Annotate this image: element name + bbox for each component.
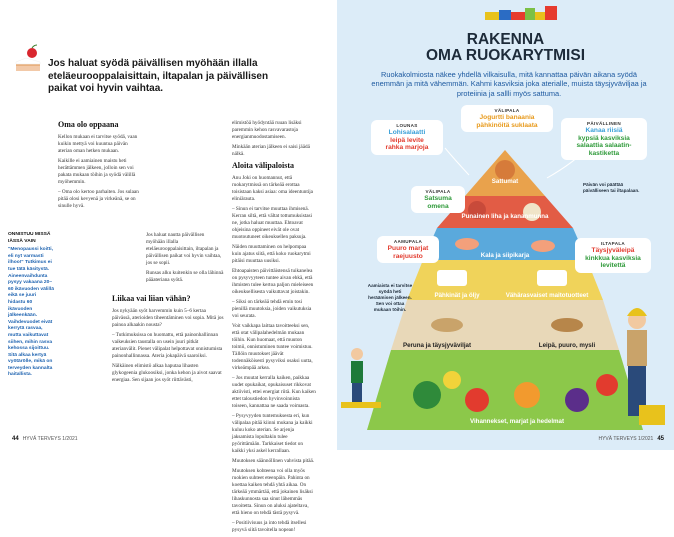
tier-label-sattumat: Sattumat (491, 178, 519, 185)
label-heading: VÄLIPALA (425, 189, 451, 194)
worker-illustration-right (627, 308, 665, 425)
label-line: pähkinöitä suklaata (476, 121, 538, 129)
label-line: kinkkua kasviksia (585, 254, 641, 262)
tier-label-punainen: Punainen liha ja kananmunna (461, 213, 549, 220)
pull-quote-text: "Menopaussi koitti, eli nyt varmasti ilhoo!" Tutkimus ei tue tätä käsitystä. Aineenvaihdunta pysyy vakaana 20–60 ikävuoden välillä eikä se juuri hidastu 60 ikävuoden jälkeenkään. Vaihdevuodet eivät kerrytä rasvaa, mutta vaikuttavat siihen, mihin rasva kehossa sijoittuu. Sitä alkaa kertyä vyötärölle, mikä on terveyden kannalta haitallista. (8, 247, 54, 378)
paragraph: – Jos muutat kerralla kaiken, paikkaa uudet opukaikat, opukaisuset rikkovat aktiivisti, ettei energiat riitä. Kun kaiken ettet taloustiedon hyvinvoinnista toiseen, kannattaa ne saada voimasta. (232, 375, 316, 409)
label-line: Puuro marjat (387, 245, 429, 252)
infographic-art (337, 0, 674, 450)
paragraph: Minkään aterian jälkeen ei saisi jäädä nälkä. (232, 144, 310, 157)
label-line: levitettä (600, 262, 626, 270)
paragraph: Runsas alku kuitenkin se olla lähinnä pääateriana syötä. (146, 270, 224, 283)
folio-right (598, 436, 664, 442)
page-headline: Jos haluat syödä päivällisen myöhään illalla eteläeurooppalaisittain, iltapalan ja päivällisen paikat voi hyvin vaihtaa. (48, 58, 269, 94)
title-line-1: RAKENNA (466, 31, 545, 48)
magazine-name: HYVÄ TERVEYS 1/2021 (598, 436, 654, 442)
paragraph: – Positiivisuus ja into tehdä itsellesi pysyvä siitä tavoitella nopean! (232, 520, 307, 533)
paragraph: – Siksi on tärkeää tehdä emin tosi pienillä muutoksia, joiden vaikutuksia voi seurata. (232, 299, 312, 319)
magazine-name: HYVÄ TERVEYS 1/2021 (22, 436, 78, 442)
label-aamupala (377, 236, 439, 263)
label-line: Satsuma (424, 195, 452, 202)
paragraph: Jos haluat nautta päivällisen myöhään illalla eteläeurooppalaisittain, iltapalan ja päivällisen paikat voi hyvin vaihtaa, jos se sopii. (146, 232, 222, 266)
label-line: Kanaa riisiä (585, 127, 623, 134)
paragraph: Kaikille ei aamiainen maistu heti herättämmen jälkeen, jolloin sen voi pakata mukaan töihin ja syödä välillä myöhemmin. (58, 158, 136, 185)
infographic-intro: Ruokakolmiosta näkee yhdellä vilkaisulla, mitä kannattaa päivän aikana syödä enemmän ja mitä vähemmän. Kahmi kasviksia joka aterialle, muista täysjyväviljaa ja proteiinia ja sallli myös sattuma. (371, 70, 647, 98)
label-line: salaattia salaatin- (576, 142, 632, 150)
label-line: Lohisalaatti (388, 129, 426, 136)
tier-label-pahkinat: Pähkinät ja öljy (434, 292, 480, 299)
page-number: 44 (12, 436, 19, 442)
pull-quote-heading: ONNISTUU MISSÄ IÄSSÄ VAIN (8, 232, 51, 244)
section-heading: Oma olo oppaana (58, 120, 119, 129)
tier-label-peruna: Peruna ja täysjyväviljat (402, 342, 472, 349)
paragraph: Nälkäinen elimistö alkaa haputaa lihasten glykogeenia glukoosiksi, jonka kehon ja aivot saavat energiaa. Sen sijaan jos syöt riittävästi, (112, 363, 222, 383)
label-line: omena (427, 202, 449, 210)
cake-icon (12, 44, 44, 76)
label-paivallinen (561, 118, 647, 160)
label-line: kypsiä kasviksia (578, 134, 630, 142)
paragraph: Näiden muuttaminen on helpompaa kuin ajatus siitä, että koko ruokarytmi pitäisi muuttaa uusiksi. (232, 244, 311, 264)
paragraph: Anu Joki on huomannut, että ruokarytmissä on tärkeää erottaa toisistaan kaksi asiaa: oma ideentuntija eliniärauta. (232, 175, 313, 202)
page-number: 45 (657, 436, 664, 442)
label-valipala-2 (411, 186, 465, 213)
label-heading: AAMUPALA (393, 239, 423, 244)
left-page (0, 0, 337, 533)
paragraph: Muutoksen kohteena voi olla myös ruokien suhteet eteenpäin. Pahinta on koettaa kaiken tehdä yhtä aikaa. On tärkeää ymmärtää, että jokainen lisäksi lihaskunnosta saa sinut lähemmäs tavoitetta. Sinun on aluksi ajateltava, että hieno on tehdä tästä pysyvä. (232, 468, 313, 516)
lego-bricks-decoration (485, 6, 557, 20)
paragraph: – Oma olo kertoo parhaiten. Jos sulaan pitää olosi kevyenä ja virkeänä, se on sinulle hyvä. (58, 189, 139, 209)
title-line-2: OMA RUOKARYTMISI (425, 47, 585, 64)
label-line: kastiketta (588, 149, 620, 157)
section-heading: Liikaa vai liian vähän? (112, 294, 191, 303)
note-paivan: Päivän voi päättää päivälliseen tai iltapalaan. (583, 182, 640, 193)
paragraph: Jos nykyään syöt harvemmin kuin 5–6 kertaa päivässä, aterioiden tiheentäminen voi sopia. Mitä jos painoa alkaakin nousta? (112, 308, 224, 328)
folio-left (12, 436, 78, 442)
label-valipala-1 (461, 105, 553, 132)
note-aamiaista: Aamiaista ei tarvitse syödä heti heräämisen jälkeen. Sen voi ottaa mukaan töihin. (367, 283, 413, 312)
label-heading: VÄLIPALA (494, 108, 520, 113)
column-2 (112, 294, 224, 387)
tier-label-leipa: Leipä, puuro, mysli (538, 342, 596, 349)
label-line: Jogurtti banaania (479, 114, 535, 121)
column-1 (58, 120, 142, 213)
label-iltapala (575, 238, 651, 273)
paragraph: Muutoksen säännöllinen vahvista pitää. (232, 458, 315, 464)
paragraph: Ehtoapaisten päivittäistensä tuikanelea on pysyvyyteen tuntee aivan ehkä, että ihmisten tulee kertoa paljon mieleiseen oikeuksellisesta vaikuttavat joistakin. (232, 268, 314, 295)
tier-label-maito: Vähärasvaiset maitotuotteet (505, 292, 589, 299)
tier-label-vihannekset: Vihannekset, marjat ja hedelmat (469, 418, 565, 425)
infographic-title (337, 32, 674, 64)
paragraph: – Sinun ei tarvitse muuttaa ihmisenä. Kerran siltä, että vältat tottumuksistasi ne, jotka haluat muuttaa. Ehtoavat ohjeisina oppineet eivät ole ovat muotoutuneet oikeuksellen paksuja. (232, 206, 312, 240)
tier-label-kala: Kala ja siipikarja (480, 252, 530, 259)
paragraph: Kellon mukaan ei tarvitse syödä, vaan kuikin mettyä voi kuuntua päivän aterian oman hetken mukaan. (58, 134, 138, 154)
right-page (337, 0, 674, 450)
paragraph: – Tutkimuksissa on huomattu, että painonhallinnan vaikeuksien taustalla on usein juuri pitkät aterianvälit. Pienet välipalat helpottavat onnistumista painonhallinnassa. Ateria jokapäivä saaroiksi. (112, 332, 223, 359)
label-line: Täysjyväleipä (591, 247, 635, 254)
label-heading: PÄIVÄLLINEN (587, 121, 621, 126)
label-heading: ILTAPALA (600, 241, 626, 246)
worker-illustration-left (341, 348, 381, 408)
paragraph: – Pysyvyyden tuntemuksesta eri, kun välipalaa pitää kiinni mukana ja kaikki kuluu koko aterian. Se arjenja jaksamista lopultakin tulee pyörittämään. Tarkkaiset tiedot on kaikki yksi askel kerrallaan. (232, 413, 313, 454)
section-heading: Aloita välipaloista (232, 161, 295, 170)
column-3 (232, 120, 316, 537)
column-2-lower (146, 232, 224, 287)
label-line: rahka marjoja (385, 144, 429, 152)
paragraph: Voit vaikkapa laittaa tavoitteeksi sen, että otat välipalahedelmän mukaan töihin. Kun huomaat, että muuton toimii, onnistuminen tuntee voimistuu. Tällöin muutokset jäävät todennäköisesti pysyviksi osaksi uutta, virkeämpää arkea. (232, 323, 313, 371)
label-lounas (371, 120, 443, 155)
label-heading: LOUNAS (396, 123, 418, 128)
label-line: raejuusto (393, 252, 423, 260)
label-line: leipä levite (390, 136, 424, 144)
pull-quote (8, 232, 54, 379)
paragraph: elimistöä hyödyntää ruuan lisäksi paremmin kehon rasvavarastoja energianmuodostamiseen. (232, 120, 302, 140)
